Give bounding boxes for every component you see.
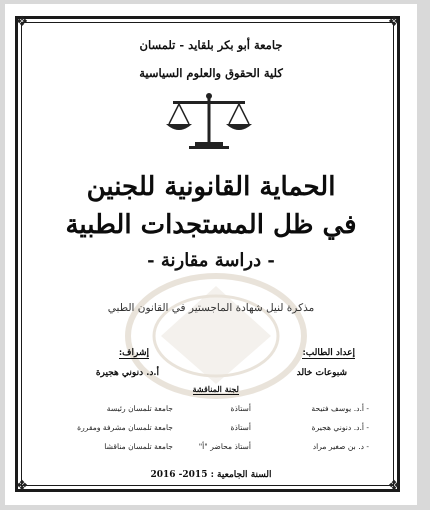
- committee-member-rank: أستاذ محاضر "أ": [198, 442, 251, 451]
- ornament-corner-icon: ❖: [387, 14, 401, 30]
- prepared-by-label: إعداد الطالب:: [302, 348, 355, 358]
- committee-label: لجنة المناقشة: [192, 384, 239, 394]
- committee-member-role: جامعة تلمسان مشرفة ومقررة: [77, 423, 173, 432]
- committee-row: [53, 404, 369, 418]
- ornament-corner-icon: ❖: [15, 478, 29, 494]
- academic-year: السنة الجامعية : 2015- 2016: [150, 470, 272, 480]
- ornament-corner-icon: ❖: [15, 14, 29, 30]
- committee-member-rank: أستاذة: [230, 404, 251, 413]
- committee-member-rank: أستاذة: [230, 423, 251, 432]
- faculty-name: كلية الحقوق والعلوم السياسية: [139, 66, 283, 80]
- committee-row: [53, 423, 369, 437]
- committee-member-name: - أ.د. يوسف فتيحة: [311, 404, 369, 413]
- thesis-title-line-1: الحماية القانونية للجنين: [86, 172, 336, 202]
- committee-member-name: - د. بن صغير مراد: [312, 442, 369, 451]
- thesis-cover-page: [5, 4, 417, 505]
- thesis-title-line-2: في ظل المستجدات الطبية: [65, 210, 357, 240]
- thesis-subtitle: - دراسة مقارنة -: [147, 250, 275, 271]
- supervision-label: إشراف:: [118, 348, 149, 358]
- student-name: شبوعات خالد: [296, 368, 347, 378]
- university-name: جامعة أبو بكر بلقايد - تلمسان: [139, 38, 283, 52]
- committee-member-role: جامعة تلمسان رئيسة: [106, 404, 173, 413]
- thesis-degree: مذكرة لنيل شهادة الماجستير في القانون الطبي: [107, 302, 315, 314]
- university-seal-watermark: [118, 266, 311, 401]
- committee-member-role: جامعة تلمسان مناقشا: [104, 442, 173, 451]
- ornament-corner-icon: ❖: [387, 478, 401, 494]
- scales-of-justice-icon: [163, 90, 255, 150]
- supervisor-name: أ.د. دنوني هجيرة: [95, 368, 159, 378]
- committee-member-name: - أ.د. دنوني هجيرة: [311, 423, 369, 432]
- committee-row: [53, 442, 369, 456]
